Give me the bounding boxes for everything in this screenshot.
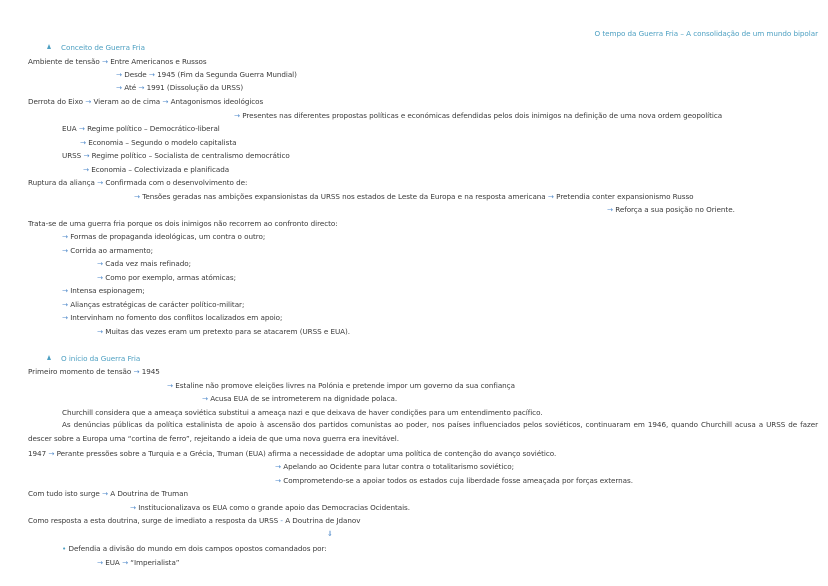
list-item: → Cada vez mais refinado; xyxy=(97,259,192,268)
arrow-icon: → xyxy=(275,476,281,485)
arrow-icon: → xyxy=(138,83,145,92)
arrow-icon: → xyxy=(130,503,136,512)
list-item: → Intervinham no fomento dos conflitos localizados em apoio; xyxy=(62,313,283,322)
text-line: → Tensões geradas nas ambições expansionistas da URSS nos estados de Leste da Europa e na resposta americana → Pretendia conter expansionismo Russo xyxy=(134,192,694,201)
text-line: → Economia – Colectivizada e planificada xyxy=(83,165,230,174)
text-line: → Reforça a sua posição no Oriente. xyxy=(607,205,735,214)
text-line: → Desde → 1945 (Fim da Segunda Guerra Mundial) xyxy=(116,70,297,79)
arrow-icon: → xyxy=(101,489,108,498)
list-item: → Corrida ao armamento; xyxy=(62,246,153,255)
paragraph: As denúncias públicas da política estalinista de apoio à ascensão dos partidos comunistas ao poder, nos países influenciados pelos soviéticos, continuaram em 1946, quando Churchill acusa a URSS de fazer descer sobre a Europa uma “cortina de ferro”, rejeitando a ideia de que uma nova guerra era inevitável. xyxy=(28,420,818,443)
document-title: O tempo da Guerra Fria – A consolidação de um mundo bipolar xyxy=(594,29,818,38)
arrow-icon: → xyxy=(62,286,68,295)
arrow-icon: → xyxy=(62,313,68,322)
arrow-icon: → xyxy=(97,558,103,567)
arrow-icon: → xyxy=(85,97,92,106)
down-arrow-icon: ⇓ xyxy=(327,529,333,538)
arrow-icon: → xyxy=(97,259,103,268)
section-heading-concept: Conceito de Guerra Fria xyxy=(47,43,145,53)
arrow-icon: → xyxy=(78,124,85,133)
arrow-icon: → xyxy=(167,381,173,390)
text-line: Ruptura da aliança → Confirmada com o desenvolvimento de: xyxy=(28,178,248,187)
text-line: Trata-se de uma guerra fria porque os dois inimigos não recorrem ao confronto directo: xyxy=(28,219,338,228)
text-line: 1947 → Perante pressões sobre a Turquia e a Grécia, Truman (EUA) afirma a necessidade de adoptar uma política de contenção do avanço soviético. xyxy=(28,449,557,458)
list-item: → Alianças estratégicas de carácter político-militar; xyxy=(62,300,245,309)
arrow-icon: → xyxy=(202,394,208,403)
text-line: Como resposta a esta doutrina, surge de imediato a resposta da URSS - A Doutrina de Jdanov xyxy=(28,516,361,525)
list-item: → Intensa espionagem; xyxy=(62,286,145,295)
arrow-icon: → xyxy=(97,178,104,187)
text-line: Com tudo isto surge → A Doutrina de Truman xyxy=(28,489,188,498)
bullet-item: • Defendia a divisão do mundo em dois campos opostos comandados por: xyxy=(62,544,327,553)
text-line: Ambiente de tensão → Entre Americanos e Russos xyxy=(28,57,207,66)
arrow-icon: → xyxy=(607,205,613,214)
text-line: Primeiro momento de tensão → 1945 xyxy=(28,367,160,376)
text-line: → Economia – Segundo o modelo capitalista xyxy=(80,138,237,147)
list-item: → Apelando ao Ocidente para lutar contra o totalitarismo soviético; xyxy=(275,462,514,471)
arrow-icon: → xyxy=(62,232,68,241)
arrow-icon: → xyxy=(62,300,68,309)
triangle-bullet-icon xyxy=(47,355,51,360)
text-line: URSS → Regime político – Socialista de centralismo democrático xyxy=(62,151,290,160)
arrow-icon: → xyxy=(83,165,89,174)
arrow-icon: → xyxy=(547,192,554,201)
section-heading-beginning: O início da Guerra Fria xyxy=(47,354,140,364)
arrow-icon: → xyxy=(116,70,122,79)
arrow-icon: → xyxy=(97,327,103,336)
arrow-icon: → xyxy=(116,83,122,92)
arrow-icon: → xyxy=(162,97,169,106)
arrow-icon: → xyxy=(122,558,129,567)
arrow-icon: → xyxy=(275,462,281,471)
triangle-bullet-icon xyxy=(47,44,51,49)
text-line: → Acusa EUA de se intrometerem na dignidade polaca. xyxy=(202,394,398,403)
arrow-icon: → xyxy=(133,367,140,376)
text-line: Churchill considera que a ameaça soviética substitui a ameaça nazi e que deixava de haver condições para um entendimento pacífico. xyxy=(62,408,543,417)
bullet-icon: • xyxy=(62,544,67,553)
text-line: → Institucionalizava os EUA como o grande apoio das Democracias Ocidentais. xyxy=(130,503,410,512)
arrow-icon: → xyxy=(62,246,68,255)
list-item: → Formas de propaganda ideológicas, um contra o outro; xyxy=(62,232,266,241)
arrow-icon: → xyxy=(234,111,240,120)
arrow-icon: → xyxy=(134,192,140,201)
arrow-icon: → xyxy=(101,57,108,66)
text-line: → Presentes nas diferentes propostas políticas e económicas defendidas pelos dois inimigos na definição de uma nova ordem geopolítica xyxy=(234,111,723,120)
list-item: → EUA → “Imperialista” xyxy=(97,558,180,567)
text-line: Derrota do Eixo → Vieram ao de cima → Antagonismos ideológicos xyxy=(28,97,264,106)
arrow-icon: → xyxy=(97,273,103,282)
list-item: → Comprometendo-se a apoiar todos os estados cuja liberdade fosse ameaçada por forças externas. xyxy=(275,476,633,485)
text-line: → Até → 1991 (Dissolução da URSS) xyxy=(116,83,244,92)
arrow-icon: → xyxy=(48,449,55,458)
text-line: EUA → Regime político – Democrático-liberal xyxy=(62,124,220,133)
arrow-icon: → xyxy=(148,70,155,79)
list-item: → Muitas das vezes eram um pretexto para se atacarem (URSS e EUA). xyxy=(97,327,351,336)
arrow-icon: → xyxy=(83,151,90,160)
arrow-icon: → xyxy=(80,138,86,147)
list-item: → Como por exemplo, armas atómicas; xyxy=(97,273,236,282)
text-line: → Estaline não promove eleições livres na Polónia e pretende impor um governo da sua confiança xyxy=(167,381,515,390)
